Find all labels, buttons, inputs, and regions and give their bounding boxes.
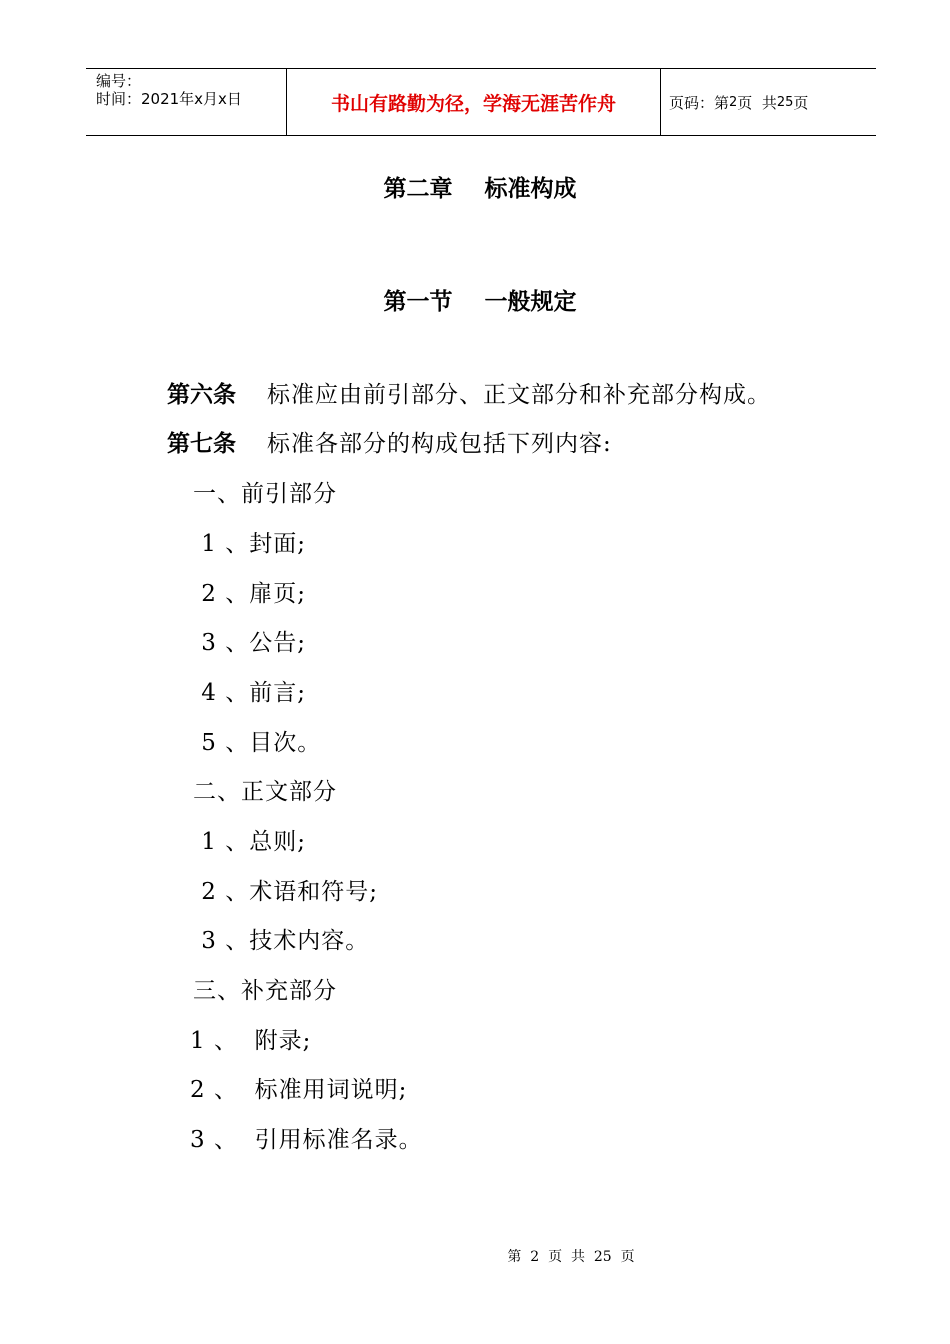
page-suffix: 页 [793, 93, 809, 112]
chapter-title: 第二章 标准构成 [383, 176, 577, 202]
list-item: 5 、目次。 [193, 730, 322, 756]
article-7 [167, 425, 612, 458]
header-motto: 书山有路勤为径，学海无涯苦作舟 [287, 69, 661, 135]
header-page-info [661, 69, 876, 135]
list-item: 4 、前言; [193, 680, 307, 706]
page-header [86, 68, 876, 136]
time-label: 时间：2021年x月x日 [96, 90, 242, 108]
page-prefix: 页码：第 [669, 93, 730, 112]
list-item: 3 、公告; [193, 630, 307, 656]
article-number: 第六条 [167, 382, 236, 408]
list-item: 一、前引部分 [193, 481, 337, 507]
list-item: 1 、总则; [193, 829, 307, 855]
header-meta [86, 69, 287, 135]
list-item: 1 、 附录; [190, 1028, 312, 1054]
article-number: 第七条 [167, 431, 236, 457]
section-title: 第一节 一般规定 [383, 289, 577, 315]
serial-label: 编号： [96, 72, 142, 90]
page-current: 2 [729, 94, 738, 110]
article-text: 标准各部分的构成包括下列内容: [267, 431, 612, 457]
list-item: 3 、 引用标准名录。 [190, 1127, 423, 1153]
list-item: 2 、术语和符号; [193, 879, 379, 905]
page-total: 25 [776, 94, 794, 110]
article-text: 标准应由前引部分、正文部分和补充部分构成。 [267, 382, 771, 408]
list-item: 2 、扉页; [193, 581, 307, 607]
page-footer: 第 2 页 共 25 页 [507, 1249, 635, 1265]
list-item: 3 、技术内容。 [193, 928, 370, 954]
list-item: 2 、 标准用词说明; [190, 1077, 408, 1103]
article-6 [167, 376, 771, 409]
list-item: 1 、封面; [193, 531, 307, 557]
list-item: 三、补充部分 [193, 978, 337, 1004]
page-middle: 页 共 [737, 93, 777, 112]
list-item: 二、正文部分 [193, 779, 337, 805]
